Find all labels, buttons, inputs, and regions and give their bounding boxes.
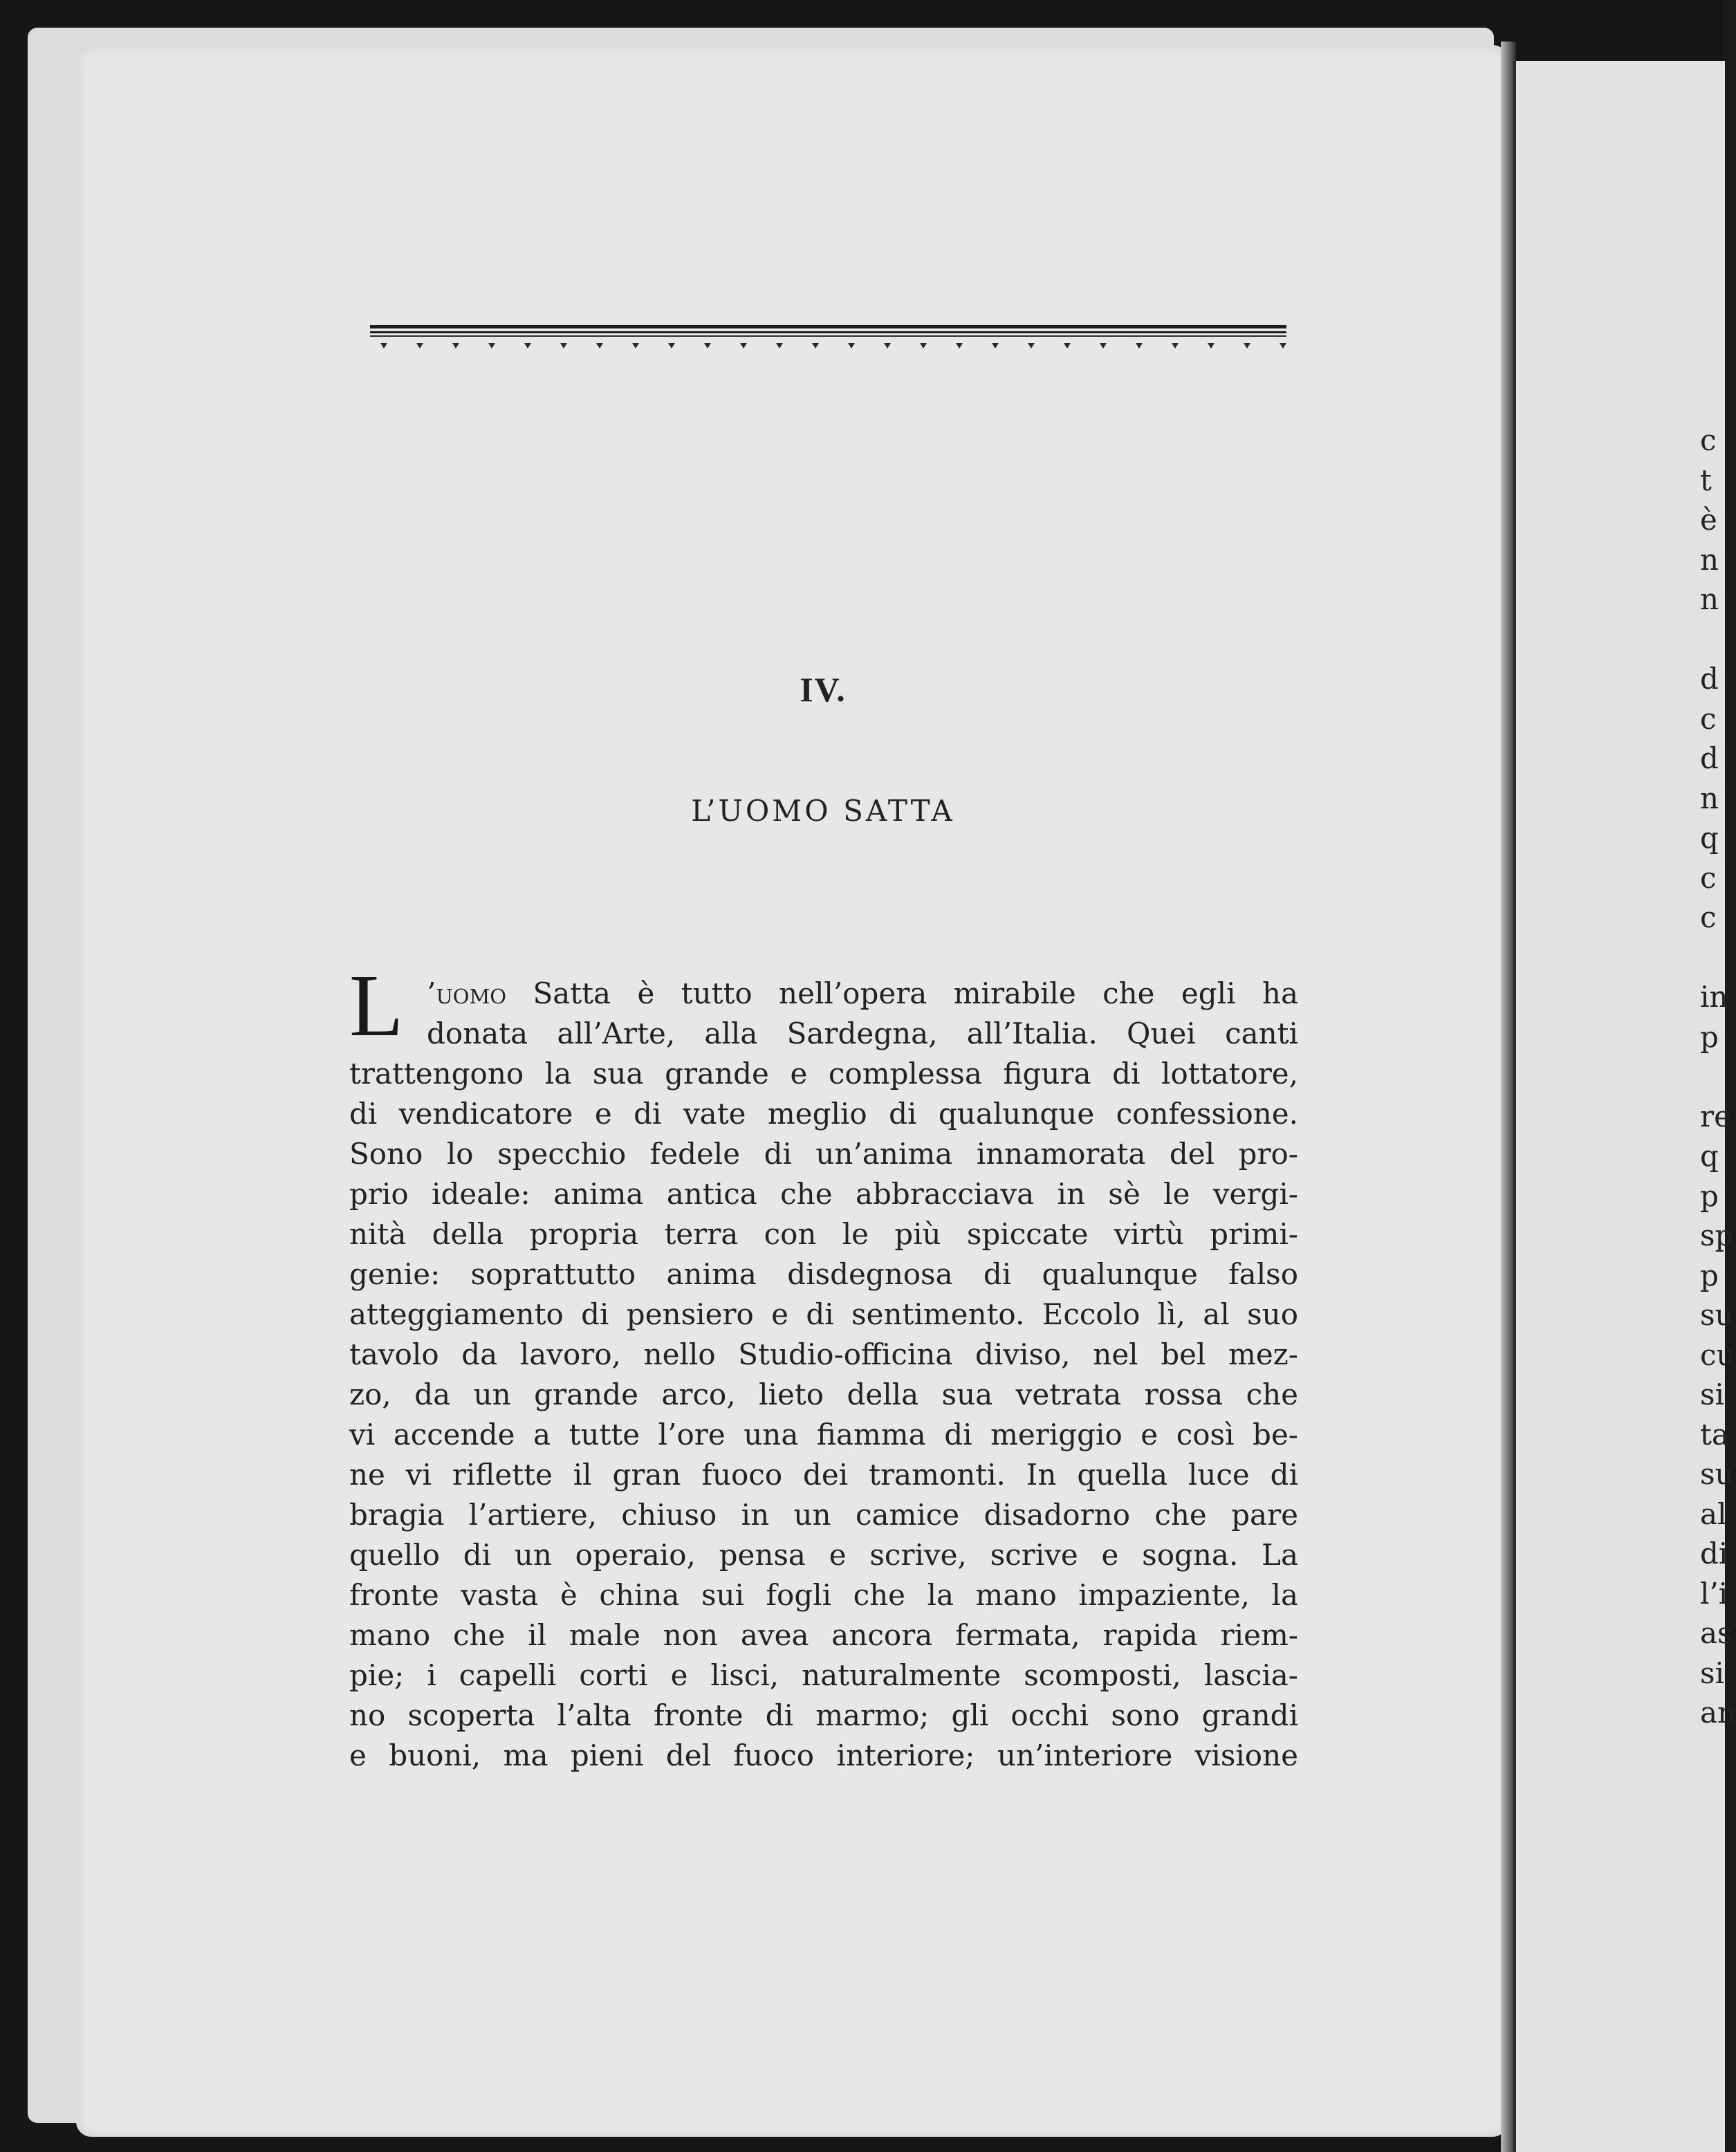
text-line: genie: soprattutto anima disdegnosa di qualunque falso [349,1257,1298,1291]
facing-page-fragment: su [1700,1457,1734,1491]
ornament-tick [884,343,891,349]
facing-page-fragment: cu [1700,1337,1735,1372]
text-line: Sono lo specchio fedele di un’anima innamorata del pro- [349,1137,1298,1171]
opening-lines [349,956,1298,1055]
facing-page-fragment: t [1700,463,1712,497]
text-line: atteggiamento di pensiero e di sentimento. Eccolo lì, al suo [349,1297,1298,1331]
facing-page-fragment: c [1700,423,1717,457]
facing-page-fragment: p [1700,1178,1719,1213]
text-line: mano che il male non avea ancora fermata, rapida riem- [349,1618,1298,1652]
facing-page-fragment: n [1700,542,1719,577]
right-page-edge [1513,61,1725,2152]
ornament-tick [524,343,531,349]
text-line: tavolo da lavoro, nello Studio-officina diviso, nel bel mez- [349,1337,1298,1371]
drop-cap: L [349,956,404,1055]
facing-page-fragment: c [1700,860,1717,895]
ornament-tick [1244,343,1250,349]
text-line: zo, da un grande arco, lieto della sua vetrata rossa che [349,1378,1298,1411]
facing-page-fragment: su [1700,1298,1734,1332]
ornament-tick [1064,343,1071,349]
text-line: ne vi riflette il gran fuoco dei tramonti. In quella luce di [349,1458,1298,1492]
ornament-tick [812,343,819,349]
ornament-tick [740,343,747,349]
facing-page-fragment: d [1700,741,1719,775]
text-line: no scoperta l’alta fronte di marmo; gli occhi sono grandi [349,1698,1298,1732]
ornament-tick [920,343,927,349]
facing-page-fragment: q [1700,1139,1719,1173]
text-line: pie; i capelli corti e lisci, naturalmente scomposti, lascia- [349,1658,1298,1692]
ornament-tick [668,343,675,349]
facing-page-fragment: c [1700,701,1717,736]
text-line: vi accende a tutte l’ore una fiamma di meriggio e così be- [349,1418,1298,1451]
text-line: e buoni, ma pieni del fuoco interiore; un’interiore visione [349,1738,1298,1772]
ornament-tick [956,343,963,349]
text-line: di vendicatore e di vate meglio di qualunque confessione. [349,1097,1298,1131]
facing-page-fragment: sp [1700,1218,1734,1252]
ornament-tick [488,343,495,349]
facing-page-fragment: d [1700,662,1719,696]
facing-page-fragment: an [1700,1696,1736,1729]
facing-page-fragment: al [1700,1496,1727,1531]
facing-page-fragment: n [1700,582,1719,616]
ornament-tick [1136,343,1143,349]
ornament-tick [1028,343,1035,349]
facing-page-fragment: l’i [1700,1576,1728,1611]
facing-page-fragment: si [1700,1655,1724,1690]
facing-page-fragment: si [1700,1378,1724,1411]
facing-page-fragment: p [1700,1258,1719,1292]
ornament-tick [560,343,567,349]
decorative-rule-ornament [370,325,1286,360]
facing-page-fragment: as [1700,1616,1733,1650]
chapter-title: L’UOMO SATTA [691,794,955,828]
ornament-tick [452,343,459,349]
ornament-tick [1208,343,1215,349]
first-word: ’uomo [427,976,507,1010]
facing-page-fragment: q [1700,821,1719,855]
text-line: prio ideale: anima antica che abbracciava in sè le vergi- [349,1177,1298,1211]
text-line-content: Satta è tutto nell’opera mirabile che egli ha [533,976,1298,1010]
ornament-tick [1100,343,1107,349]
facing-page-fragment: p [1700,1019,1719,1054]
ornament-tick [1172,343,1179,349]
ornament-tick [596,343,603,349]
facing-page-fragment: re [1700,1099,1731,1133]
ornament-tick [632,343,639,349]
text-line [427,974,1298,1014]
chapter-number: IV. [800,670,847,709]
ornament-tick [416,343,423,349]
text-line: quello di un operaio, pensa e scrive, scrive e sogna. La [349,1538,1298,1572]
facing-page-fragment: c [1700,900,1717,934]
text-line: trattengono la sua grande e complessa figura di lottatore, [349,1057,1298,1091]
ornament-tick [704,343,711,349]
body-paragraph [349,956,1298,1776]
ornament-tick [776,343,783,349]
text-line: nità della propria terra con le più spiccate virtù primi- [349,1217,1298,1251]
facing-page-fragment: ta [1700,1417,1729,1451]
ornament-tick [1280,343,1286,349]
facing-page-fragment: in [1700,980,1728,1014]
text-line: fronte vasta è china sui fogli che la mano impaziente, la [349,1578,1298,1612]
text-line: donata all’Arte, alla Sardegna, all’Italia. Quei canti [427,1017,1298,1050]
ornament-tick [992,343,999,349]
facing-page-fragment: di [1700,1537,1728,1570]
ornament-tick [380,343,387,349]
ornament-tick [848,343,855,349]
facing-page-fragment: n [1700,781,1719,815]
text-line: bragia l’artiere, chiuso in un camice disadorno che pare [349,1498,1298,1532]
facing-page-fragment: è [1700,503,1717,537]
